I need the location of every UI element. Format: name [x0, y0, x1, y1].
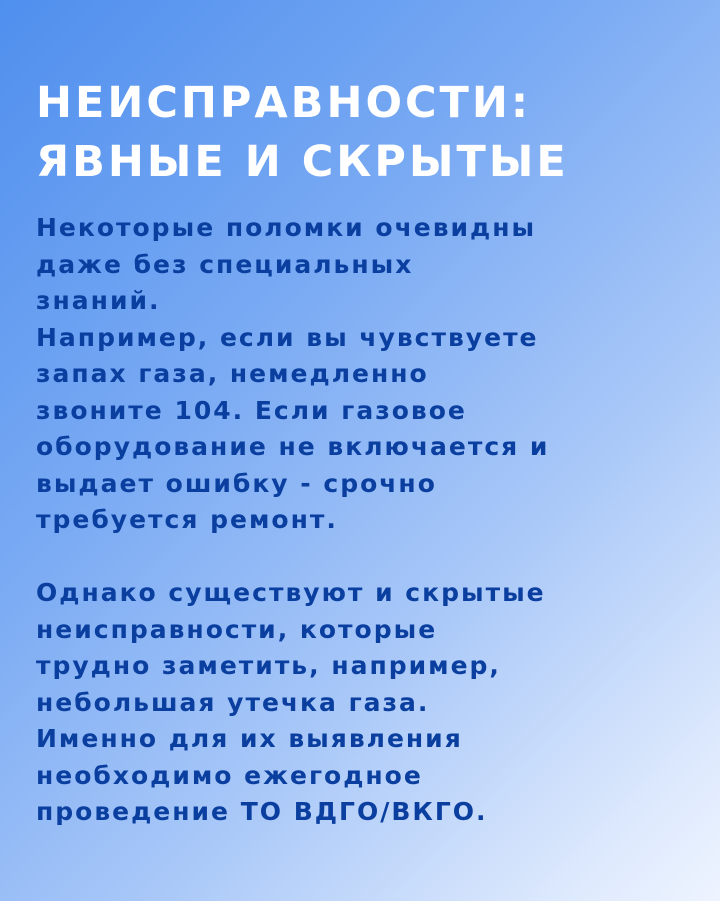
title-line-2: ЯВНЫЕ И СКРЫТЫЕ: [36, 137, 569, 187]
text-line: запах газа, немедленно: [36, 359, 429, 388]
text-line: трудно заметить, например,: [36, 651, 501, 680]
title-line-1: НЕИСПРАВНОСТИ:: [36, 78, 532, 128]
text-line: выдает ошибку - срочно: [36, 468, 437, 498]
paragraph-obvious-faults: [36, 210, 686, 539]
text-line: необходимо ежегодное: [36, 760, 423, 790]
text-line: неисправности, которые: [36, 614, 438, 644]
text-line: Некоторые поломки очевидны: [36, 213, 537, 242]
page-title: [36, 74, 569, 192]
text-line: знаний.: [36, 286, 161, 315]
paragraph-hidden-faults: [36, 575, 686, 831]
text-line: звоните 104. Если газовое: [36, 395, 467, 425]
text-line: требуется ремонт.: [36, 505, 338, 534]
text-line: Например, если вы чувствуете: [36, 322, 539, 352]
text-line: оборудование не включается и: [36, 432, 550, 461]
text-line: даже без специальных: [36, 249, 414, 279]
text-line: Однако существуют и скрытые: [36, 578, 546, 607]
text-line: Именно для их выявления: [36, 724, 463, 753]
body-text: [36, 210, 686, 831]
text-line: небольшая утечка газа.: [36, 687, 430, 717]
paragraph-spacer: [36, 539, 686, 576]
text-line: проведение ТО ВДГО/ВКГО.: [36, 797, 488, 826]
